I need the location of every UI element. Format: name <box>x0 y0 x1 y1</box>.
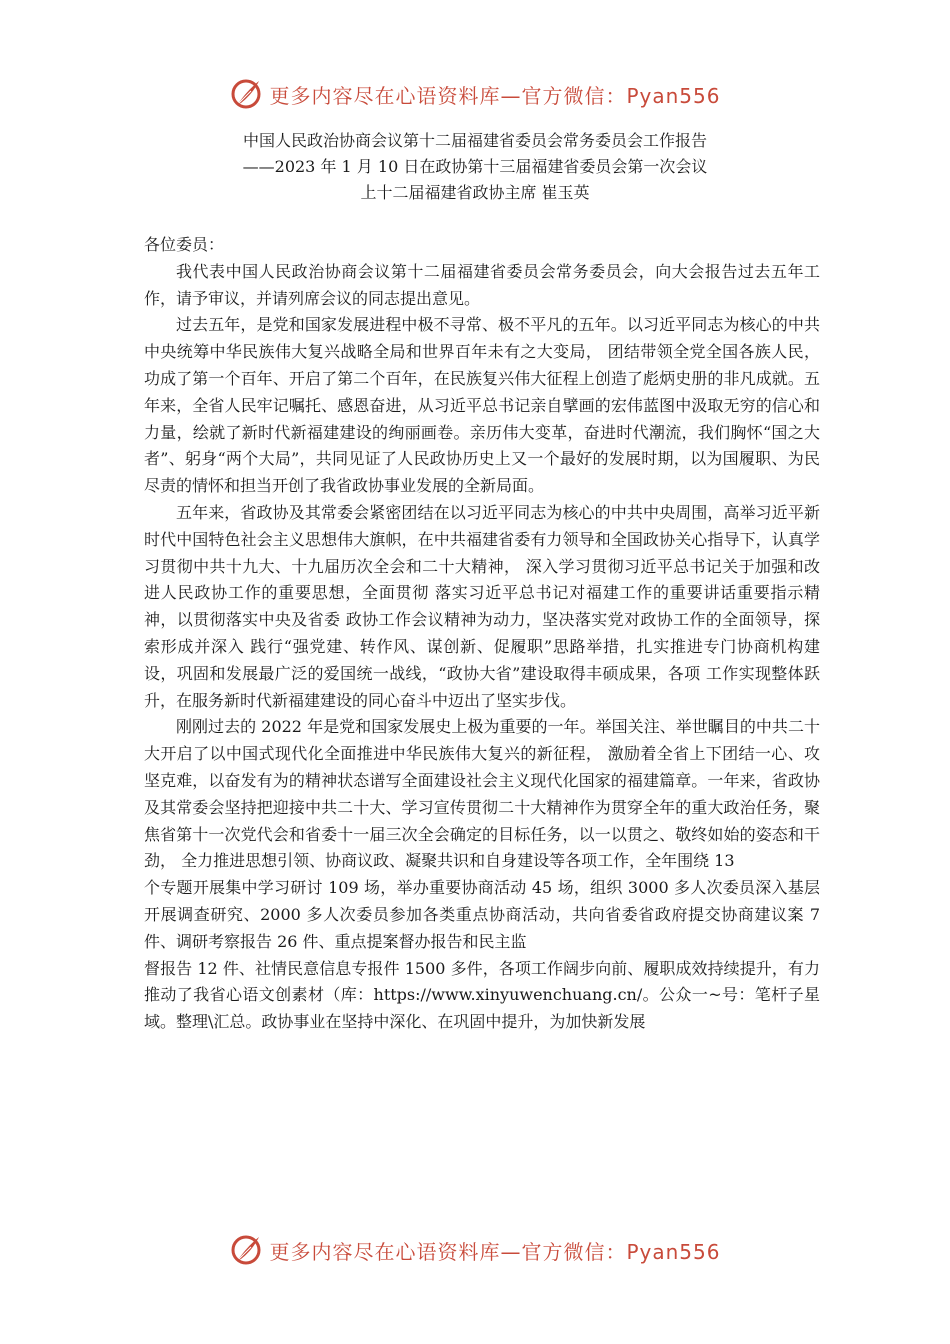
paragraph: 刚刚过去的 2022 年是党和国家发展史上极为重要的一年。举国关注、举世瞩目的中共二十大开启了以中国式现代化全面推进中华民族伟大复兴的新征程， 激励着全省上下团结一心、攻坚克难，以奋发有为的精神状态谱写全面建设社会主义现代化国家的福建篇章。一年来，省政协及其常委会坚持把迎接中共二十大、学习宣传贯彻二十大精神作为贯穿全年的重大政治任务，聚焦省第十一次党代会和省委十一届三次全会确定的目标任务，以一以贯之、敬终如始的姿态和干劲， 全力推进思想引领、协商议政、凝聚共识和自身建设等各项工作，全年围绕 13 <box>144 717 820 871</box>
banner-text: 更多内容尽在心语资料库—官方微信：Pyan556 <box>269 83 721 108</box>
report-author: 上十二届福建省政协主席 崔玉英 <box>360 183 590 202</box>
paragraph: 我代表中国人民政治协商会议第十二届福建省委员会常务委员会，向大会报告过去五年工作，请予审议，并请列席会议的同志提出意见。 <box>144 261 820 308</box>
bottom-watermark-banner <box>0 1228 950 1272</box>
paragraph: 五年来，省政协及其常委会紧密团结在以习近平同志为核心的中共中央周围，高举习近平新时代中国特色社会主义思想伟大旗帜，在中共福建省委有力领导和全国政协关心指导下，认真学习贯彻中共十九大、十九届历次全会和二十大精神， 深入学习贯彻习近平总书记关于加强和改进人民政协工作的重要思想，全面贯彻 落实习近平总书记对福建工作的重要讲话重要指示精神，以贯彻落实中央及省委 政协工作会议精神为动力，坚决落实党对政协工作的全面领导，探索形成并深入 践行“强党建、转作风、谋创新、促履职”思路举措，扎实推进专门协商机构建设，巩固和发展最广泛的爱国统一战线，“政协大省”建设取得丰硕成果，各项 工作实现整体跃升，在服务新时代新福建建设的同心奋斗中迈出了坚实步伐。 <box>144 502 820 710</box>
top-watermark-banner <box>0 72 950 116</box>
report-subtitle: ——2023 年 1 月 10 日在政协第十三届福建省委员会第一次会议 <box>242 157 708 176</box>
paragraph: 过去五年，是党和国家发展进程中极不寻常、极不平凡的五年。以习近平同志为核心的中共中央统筹中华民族伟大复兴战略全局和世界百年未有之大变局， 团结带领全党全国各族人民，功成了第一个百年、开启了第二个百年，在民族复兴伟大征程上创造了彪炳史册的非凡成就。五年来，全省人民牢记嘱托、感恩奋进，从习近平总书记亲自擘画的宏伟蓝图中汲取无穷的信心和力量，绘就了新时代新福建建设的绚丽画卷。亲历伟大变革，奋进时代潮流，我们胸怀“国之大者”、躬身“两个大局”，共同见证了人民政协历史上又一个最好的发展时期，以为国履职、为民尽责的情怀和担当开创了我省政协事业发展的全新局面。 <box>144 315 820 496</box>
report-title-block <box>0 128 950 206</box>
feather-circle-logo-icon <box>229 1233 263 1267</box>
paragraph: 个专题开展集中学习研讨 109 场，举办重要协商活动 45 场，组织 3000 多人次委员深入基层开展调查研究、2000 多人次委员参加各类重点协商活动，共向省委省政府提交协商建议案 7 件、调研考察报告 26 件、重点提案督办报告和民主监 <box>144 878 820 951</box>
report-body <box>144 232 820 1036</box>
paragraph: 督报告 12 件、社情民意信息专报件 1500 多件，各项工作阔步向前、履职成效持续提升，有力推动了我省心语文创素材（库：https://www.xinyuwenchuang.cn/。公众一~号：笔杆子星域。整理\汇总。政协事业在坚持中深化、在巩固中提升，为加快新发展 <box>144 958 820 1032</box>
banner-text: 更多内容尽在心语资料库—官方微信：Pyan556 <box>269 1239 721 1264</box>
salutation: 各位委员： <box>144 235 225 254</box>
feather-circle-logo-icon <box>229 77 263 111</box>
report-title: 中国人民政治协商会议第十二届福建省委员会常务委员会工作报告 <box>242 131 707 150</box>
